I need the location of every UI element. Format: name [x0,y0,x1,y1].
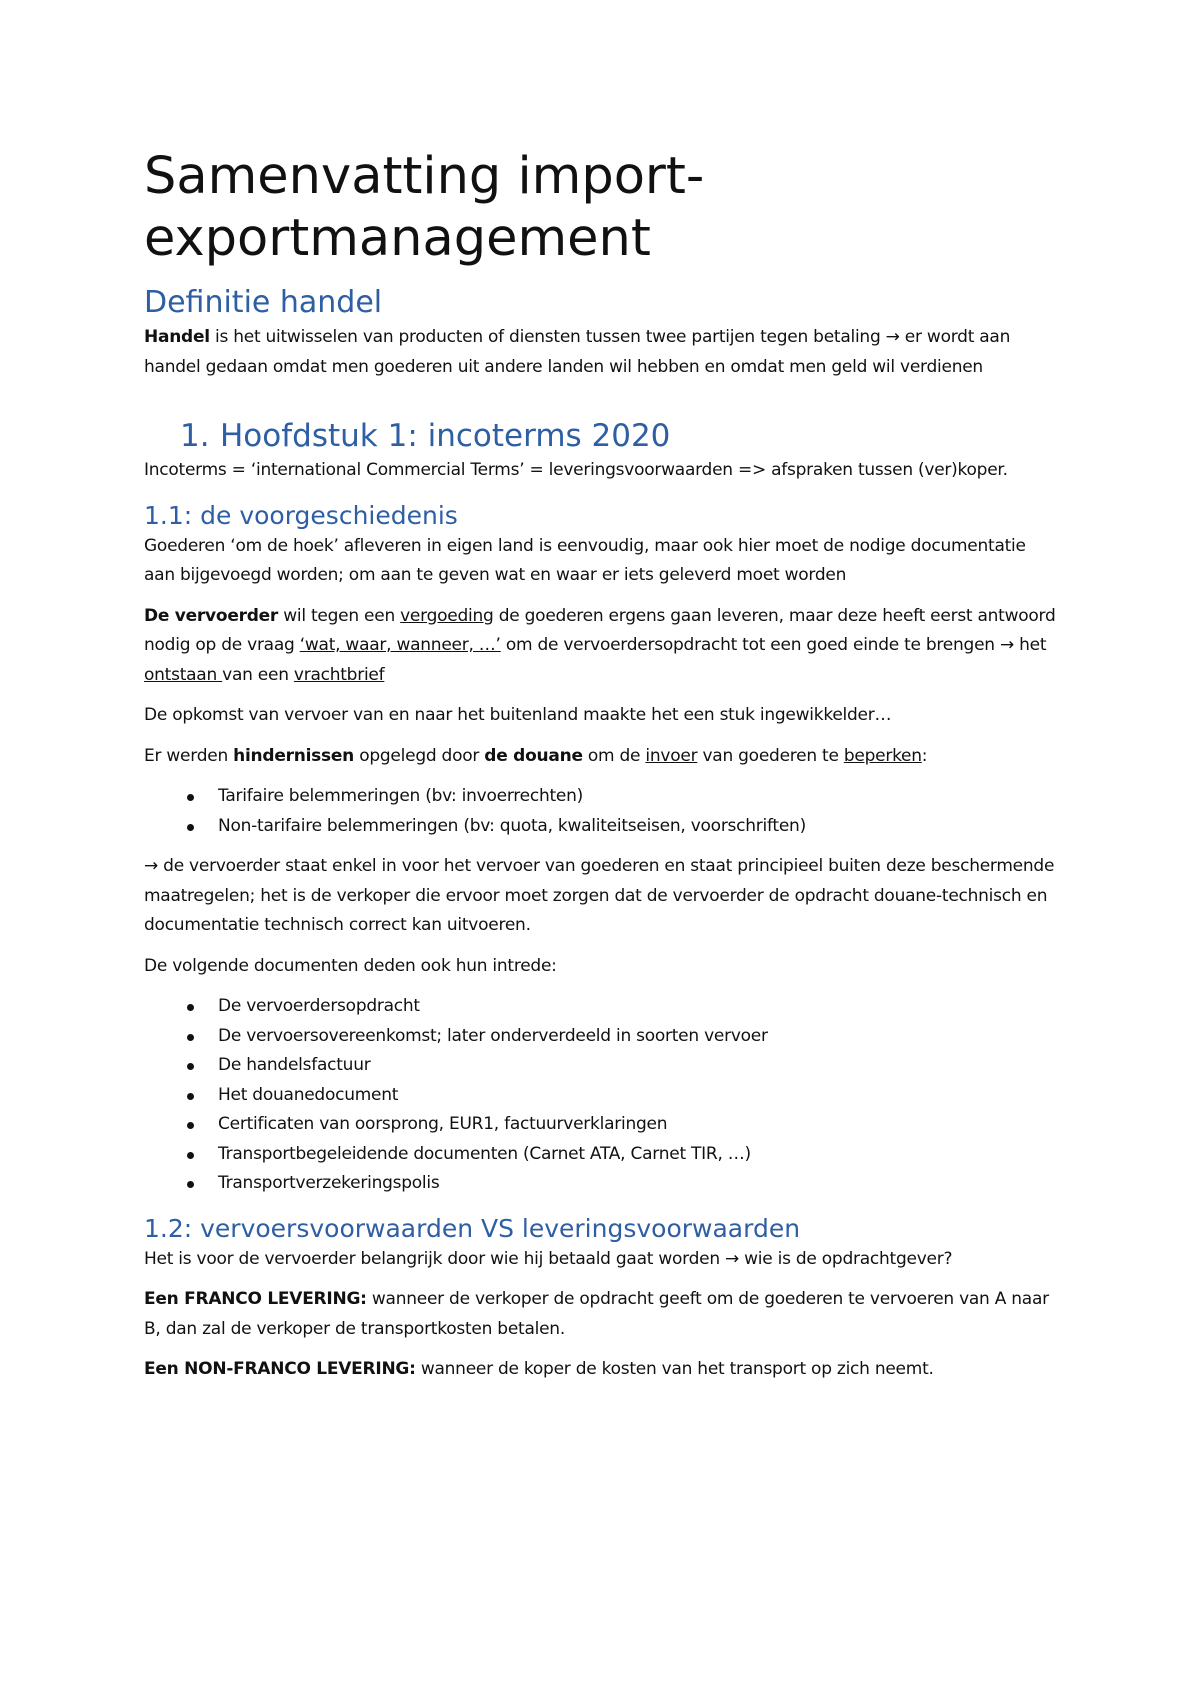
bullet-icon [187,1004,194,1011]
list-item: De vervoersovereenkomst; later onderverdeeld in soorten vervoer [144,1022,1059,1052]
paragraph-vervoerder: De vervoerder wil tegen een vergoeding de goederen ergens gaan leveren, maar deze heeft eerst antwoord nodig op de vraag ‘wat, waar, wanneer, …’ om de vervoerdersopdracht tot een goed einde te brengen → het ontstaan van een vrachtbrief [144,605,1056,685]
list-item: Het douanedocument [144,1081,1059,1111]
list-item: Certificaten van oorsprong, EUR1, factuurverklaringen [144,1110,1059,1140]
bullet-icon [187,1063,194,1070]
paragraph-documenten: De volgende documenten deden ook hun intrede: [144,955,557,976]
bold-term: Handel [144,327,210,347]
bullet-icon [187,1034,194,1041]
paragraph-franco: Een FRANCO LEVERING: wanneer de verkoper de opdracht geeft om de goederen te vervoeren van A naar B, dan zal de verkoper de transportkosten betalen. [144,1289,1049,1339]
list-item: De handelsfactuur [144,1051,1059,1081]
heading-voorgeschiedenis: 1.1: de voorgeschiedenis [144,500,458,530]
paragraph-vervoerder-rol: → de vervoerder staat enkel in voor het vervoer van goederen en staat principieel buiten deze beschermende maatregelen; het is de verkoper die ervoor moet zorgen dat de vervoerder de opdracht douane-technisch en documentatie technisch correct kan uitvoeren. [144,856,1055,935]
bullet-icon [187,794,194,801]
arrow-icon: → [885,327,900,347]
heading-vervoersvoorwaarden: 1.2: vervoersvoorwaarden VS leveringsvoorwaarden [144,1213,801,1243]
list-item: Transportverzekeringspolis [144,1169,1059,1199]
bullet-icon [187,1181,194,1188]
bullet-icon [187,1152,194,1159]
chapter-number: 1. [180,418,210,454]
document-body [144,146,1059,1385]
title-line-2: exportmanagement [144,209,651,268]
arrow-icon: → [725,1248,739,1269]
heading-definitie-handel: Definitie handel [144,285,383,320]
bullet-icon [187,1122,194,1129]
document-title [144,146,1059,270]
bullet-icon [187,824,194,831]
paragraph-opkomst: De opkomst van vervoer van en naar het buitenland maakte het een stuk ingewikkelder… [144,705,892,725]
title-line-1: Samenvatting import- [144,147,705,206]
list-item: Transportbegeleidende documenten (Carnet ATA, Carnet TIR, …) [144,1140,1059,1170]
paragraph-incoterms: Incoterms = ‘international Commercial Terms’ = leveringsvoorwaarden => afspraken tussen (ver)koper. [144,460,1008,480]
paragraph-non-franco: Een NON-FRANCO LEVERING: wanneer de koper de kosten van het transport op zich neemt. [144,1359,934,1379]
paragraph-definitie: Handel is het uitwisselen van producten of diensten tussen twee partijen tegen betaling → er wordt aan handel gedaan omdat men goederen uit andere landen wil hebben en omdat men geld wil verdienen [144,327,1011,377]
paragraph-opdrachtgever: Het is voor de vervoerder belangrijk door wie hij betaald gaat worden → wie is de opdrachtgever? [144,1248,953,1269]
belemmeringen-list [144,782,1059,841]
list-item: Tarifaire belemmeringen (bv: invoerrechten) [144,782,1059,812]
bullet-icon [187,1093,194,1100]
arrow-icon: → [144,856,158,876]
list-item: De vervoerdersopdracht [144,992,1059,1022]
paragraph-hindernissen: Er werden hindernissen opgelegd door de douane om de invoer van goederen te beperken: [144,745,928,766]
arrow-icon: → [999,635,1014,655]
documenten-list [144,992,1059,1199]
heading-hoofdstuk-1: 1. Hoofdstuk 1: incoterms 2020 [180,418,671,454]
paragraph-goederen: Goederen ‘om de hoek’ afleveren in eigen land is eenvoudig, maar ook hier moet de nodige documentatie aan bijgevoegd worden; om aan te geven wat en waar er iets geleverd moet worden [144,535,1026,585]
list-item: Non-tarifaire belemmeringen (bv: quota, kwaliteitseisen, voorschriften) [144,812,1059,842]
